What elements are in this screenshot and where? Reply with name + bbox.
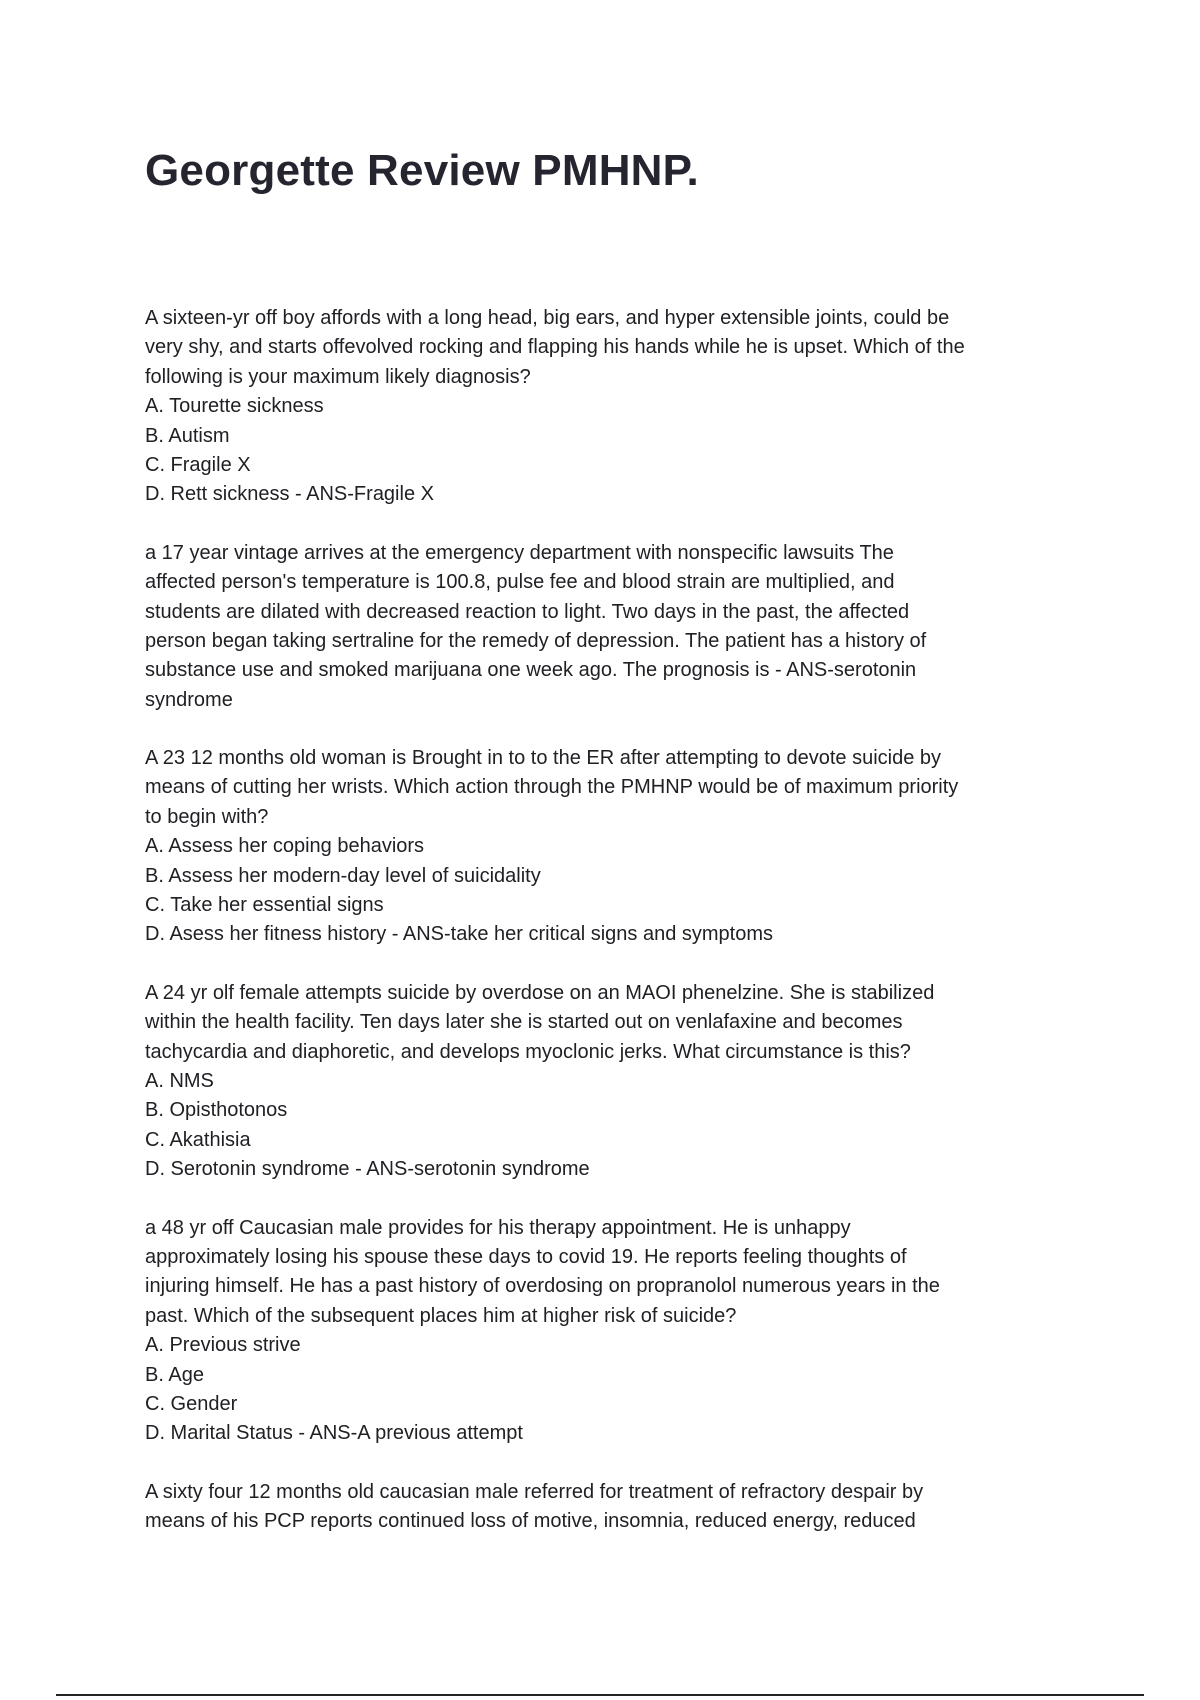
answer-option: B. Autism (145, 424, 230, 447)
text-line: injuring himself. He has a past history of overdosing on propranolol numerous years in the (145, 1275, 940, 1298)
text-line: to begin with? (145, 805, 269, 828)
text-line: means of his PCP reports continued loss of motive, insomnia, reduced energy, reduced (145, 1510, 916, 1533)
text-line: very shy, and starts offevolved rocking and flapping his hands while he is upset. Which of the (145, 336, 965, 359)
answer-option: D. Asess her fitness history - ANS-take her critical signs and symptoms (145, 923, 773, 946)
text-line: substance use and smoked marijuana one week ago. The prognosis is - ANS-serotonin (145, 659, 917, 682)
text-line: tachycardia and diaphoretic, and develops myoclonic jerks. What circumstance is this? (145, 1040, 911, 1063)
question-block-2 (145, 539, 1075, 715)
text-line: affected person's temperature is 100.8, pulse fee and blood strain are multiplied, and (145, 571, 895, 594)
question-block-1 (145, 304, 1075, 510)
text-line: within the health facility. Ten days later she is started out on venlafaxine and becomes (145, 1011, 903, 1034)
text-line: A 24 yr olf female attempts suicide by overdose on an MAOI phenelzine. She is stabilized (145, 981, 935, 1004)
answer-option: C. Gender (145, 1392, 238, 1415)
answer-option: A. Previous strive (145, 1334, 301, 1357)
text-line: a 17 year vintage arrives at the emergency department with nonspecific lawsuits The (145, 541, 894, 564)
question-block-5 (145, 1214, 1075, 1449)
answer-option: B. Opisthotonos (145, 1099, 288, 1122)
answer-option: A. Tourette sickness (145, 395, 324, 418)
answer-option: D. Serotonin syndrome - ANS-serotonin syndrome (145, 1158, 590, 1181)
answer-option: D. Rett sickness - ANS-Fragile X (145, 483, 434, 506)
text-line: means of cutting her wrists. Which action through the PMHNP would be of maximum priority (145, 776, 959, 799)
question-block-4 (145, 979, 1075, 1185)
footer-divider (56, 1694, 1144, 1696)
document-title: Georgette Review PMHNP. (145, 146, 699, 195)
text-line: students are dilated with decreased reaction to light. Two days in the past, the affected (145, 600, 910, 623)
answer-option: D. Marital Status - ANS-A previous attempt (145, 1422, 523, 1445)
answer-option: C. Take her essential signs (145, 894, 384, 917)
answer-option: A. Assess her coping behaviors (145, 835, 425, 858)
answer-option: B. Assess her modern-day level of suicidality (145, 864, 541, 887)
text-line: A sixty four 12 months old caucasian male referred for treatment of refractory despair by (145, 1480, 924, 1503)
text-line: approximately losing his spouse these days to covid 19. He reports feeling thoughts of (145, 1245, 907, 1268)
question-block-6 (145, 1478, 1075, 1537)
text-line: person began taking sertraline for the remedy of depression. The patient has a history of (145, 629, 927, 652)
text-line: following is your maximum likely diagnosis? (145, 365, 531, 388)
document-body (145, 304, 1075, 1565)
text-line: A sixteen-yr off boy affords with a long head, big ears, and hyper extensible joints, could be (145, 307, 950, 329)
text-line: a 48 yr off Caucasian male provides for his therapy appointment. He is unhappy (145, 1216, 851, 1239)
answer-option: C. Akathisia (145, 1128, 251, 1151)
answer-option: A. NMS (145, 1069, 214, 1092)
question-block-3 (145, 744, 1075, 950)
text-line: past. Which of the subsequent places him at higher risk of suicide? (145, 1304, 737, 1327)
answer-option: B. Age (145, 1363, 204, 1386)
text-line: A 23 12 months old woman is Brought in to to the ER after attempting to devote suicide by (145, 747, 942, 770)
answer-option: C. Fragile X (145, 453, 251, 476)
text-line: syndrome (145, 688, 233, 711)
